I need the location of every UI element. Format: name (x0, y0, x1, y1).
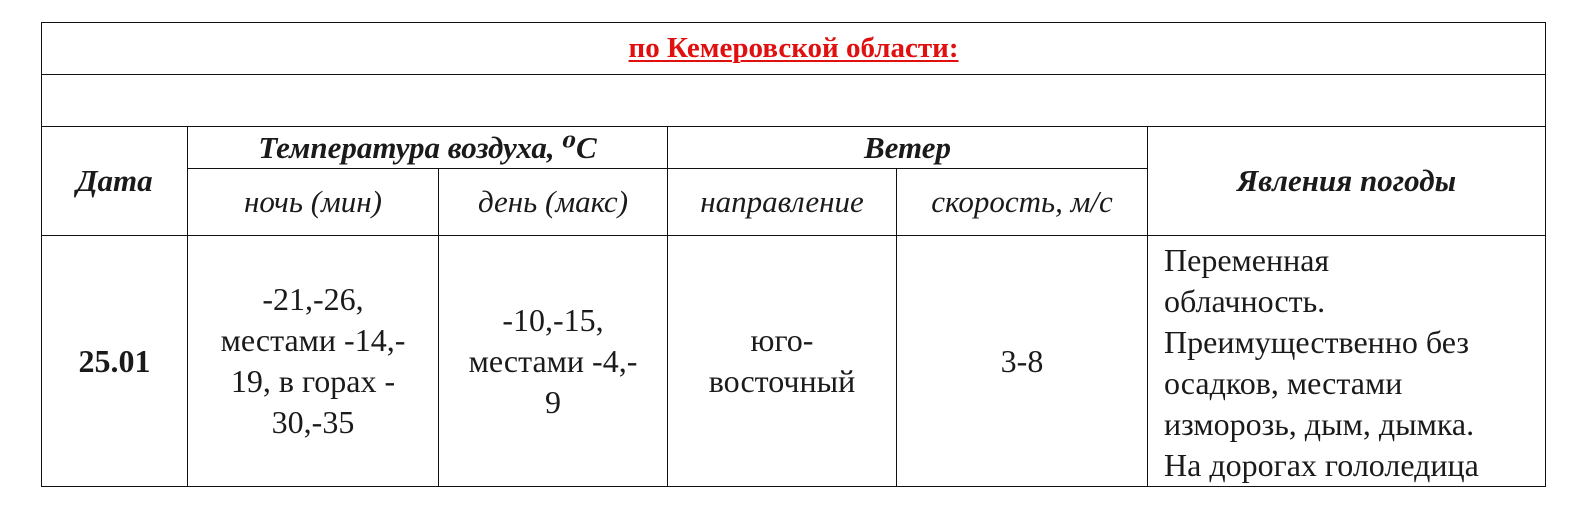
header-temperature: Температура воздуха, ⁰С (188, 127, 668, 169)
header-wind: Ветер (668, 127, 1148, 169)
header-phenomena: Явления погоды (1148, 127, 1546, 236)
wind-speed-cell: 3-8 (897, 236, 1148, 487)
day-temp-cell: -10,-15, местами -4,- 9 (439, 236, 668, 487)
header-speed: скорость, м/с (897, 169, 1148, 236)
table-row (42, 236, 1546, 487)
phenomena-cell (1148, 236, 1546, 487)
night-temp-cell: -21,-26, местами -14,- 19, в горах - 30,-35 (188, 236, 439, 487)
wind-direction-cell: юго- восточный (668, 236, 897, 487)
header-day: день (макс) (439, 169, 668, 236)
header-night: ночь (мин) (188, 169, 439, 236)
title-row (42, 23, 1546, 75)
forecast-table (41, 22, 1546, 487)
header-direction: направление (668, 169, 897, 236)
empty-row (42, 75, 1546, 127)
table-title: по Кемеровской области: (628, 32, 959, 64)
phenomena-text: Переменная облачность. Преимущественно без осадков, местами изморозь, дым, дымка. На дорогах гололедица (1164, 242, 1479, 483)
empty-cell (42, 75, 1546, 127)
header-row-top (42, 127, 1546, 169)
date-cell: 25.01 (42, 236, 188, 487)
table-title-cell (42, 23, 1546, 75)
header-date: Дата (42, 127, 188, 236)
